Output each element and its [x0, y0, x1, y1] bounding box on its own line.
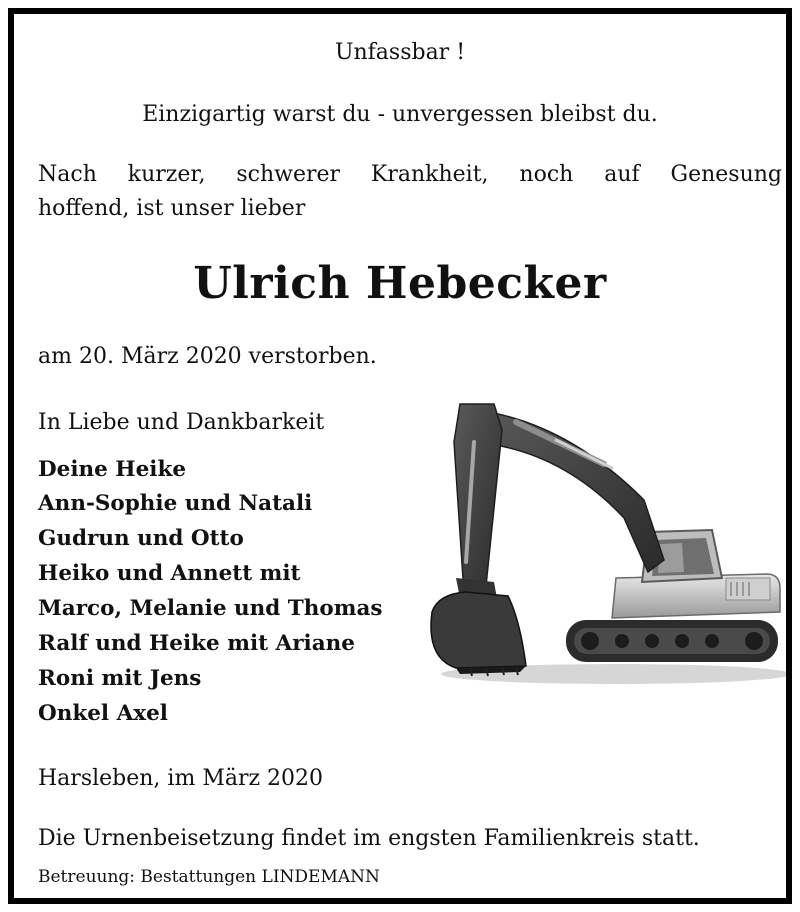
deceased-name: Ulrich Hebecker: [193, 258, 607, 309]
mourner: Heiko und Annett mit: [38, 561, 301, 586]
closing-phrase: In Liebe und Dankbarkeit: [38, 410, 325, 435]
mourner: Onkel Axel: [38, 701, 168, 726]
mourner: Marco, Melanie und Thomas: [38, 596, 383, 621]
mourner: Ann-Sophie und Natali: [38, 491, 313, 516]
undertaker: Betreuung: Bestattungen LINDEMANN: [38, 867, 380, 887]
intro-line-2: hoffend, ist unser lieber: [38, 196, 306, 221]
obituary-notice: [8, 8, 792, 904]
mourner: Roni mit Jens: [38, 666, 202, 691]
mourner: Gudrun und Otto: [38, 526, 244, 551]
excavator-icon: [416, 382, 786, 692]
motto: Einzigartig warst du - unvergessen bleibst du.: [142, 102, 658, 127]
place-date: Harsleben, im März 2020: [38, 766, 324, 791]
death-date-line: am 20. März 2020 verstorben.: [38, 344, 377, 369]
burial-note: Die Urnenbeisetzung findet im engsten Familienkreis statt.: [38, 826, 700, 851]
heading: Unfassbar !: [334, 40, 466, 65]
mourner: Deine Heike: [38, 457, 187, 482]
mourner: Ralf und Heike mit Ariane: [38, 631, 355, 656]
intro-line-1: Nach kurzer, schwerer Krankheit, noch auf Genesung: [38, 162, 782, 187]
